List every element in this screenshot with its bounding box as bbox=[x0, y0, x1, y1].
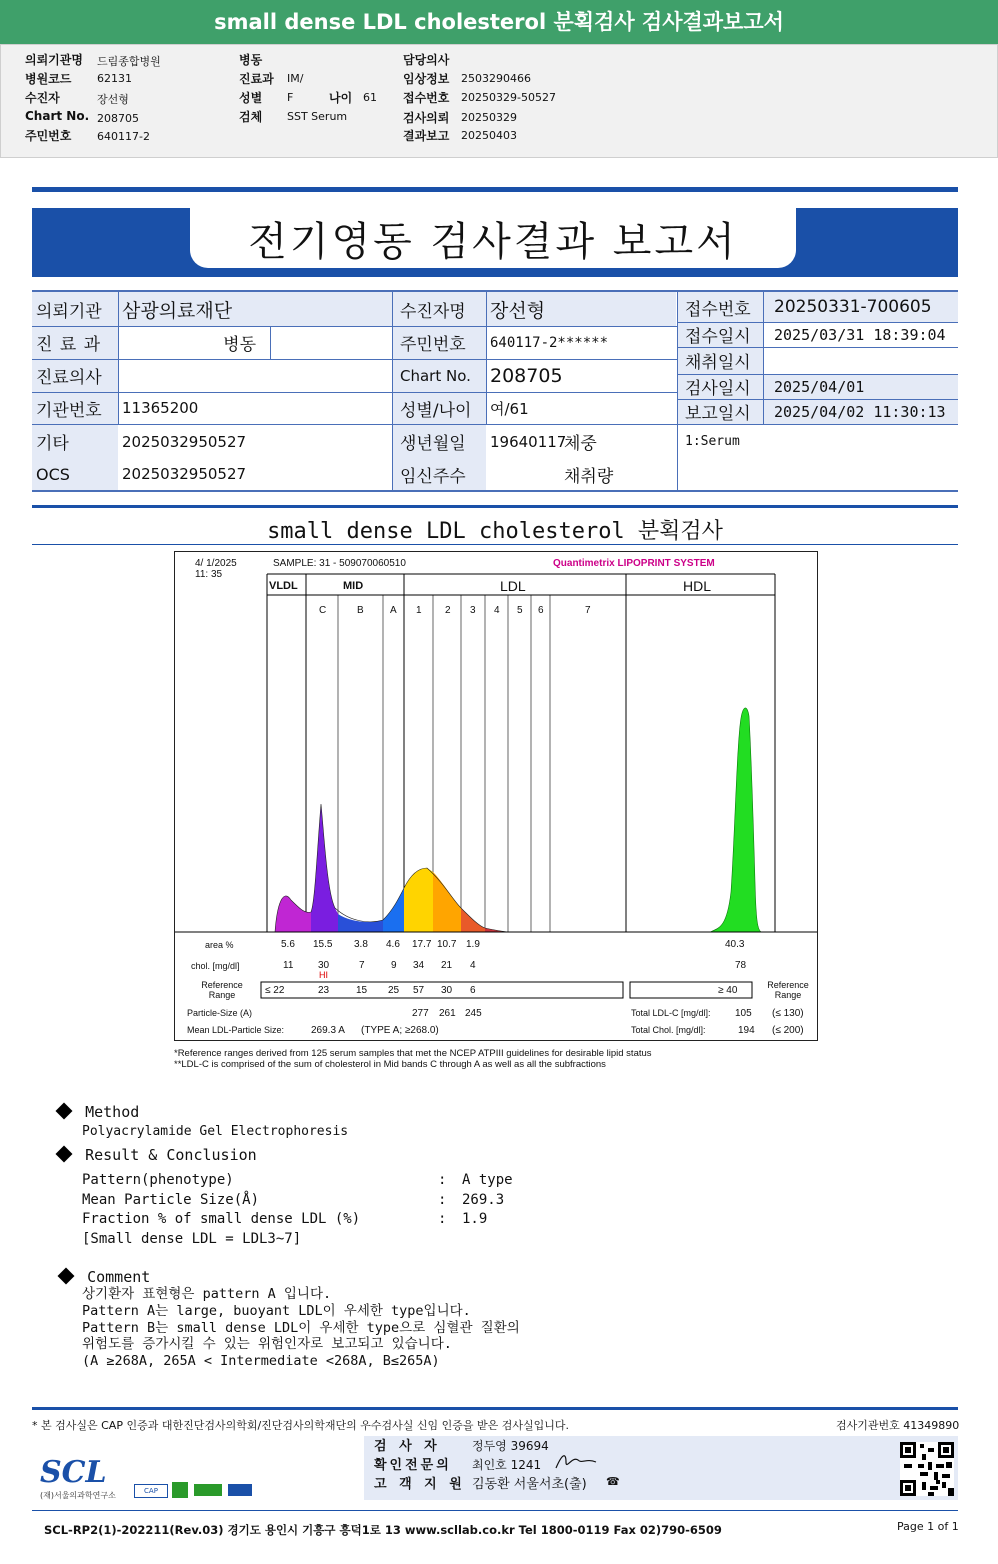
particle-ldl3: 245 bbox=[465, 1008, 482, 1019]
lipoprint-chart bbox=[174, 551, 818, 1041]
label-test-date: 검사일시 bbox=[685, 379, 751, 399]
comment-section bbox=[60, 1267, 150, 1286]
result-section bbox=[58, 1145, 257, 1164]
report-title: 전기영동 검사결과 보고서 bbox=[248, 219, 738, 265]
value-institution-no: 11365200 bbox=[122, 399, 199, 417]
label-resident-no-2: 주민번호 bbox=[400, 335, 466, 355]
band-5: 5 bbox=[517, 605, 523, 616]
comment-heading: Comment bbox=[87, 1268, 151, 1286]
method-section bbox=[58, 1102, 139, 1121]
band-7: 7 bbox=[585, 605, 591, 616]
chart-note-1: *Reference ranges derived from 125 serum samples that met the NCEP ATPIII guidelines for desirable lipid status bbox=[174, 1048, 652, 1059]
value-receipt-datetime: 2025/03/31 18:39:04 bbox=[774, 325, 946, 344]
band-a: A bbox=[390, 605, 397, 616]
value-sex-age: 여/61 bbox=[490, 399, 529, 418]
label-other: 기타 bbox=[36, 434, 69, 454]
tchol-ref: (≤ 200) bbox=[772, 1025, 804, 1036]
label-sex-age: 성별/나이 bbox=[400, 400, 472, 421]
band-6: 6 bbox=[538, 605, 544, 616]
trace-midb bbox=[338, 914, 383, 932]
ref-ldl3: 6 bbox=[470, 985, 476, 996]
trace-ldl2 bbox=[433, 872, 461, 932]
particle-ldl1: 277 bbox=[412, 1008, 429, 1019]
area-midb: 3.8 bbox=[354, 939, 368, 950]
value-test-date: 2025/04/01 bbox=[774, 377, 865, 396]
ref-label-right: Reference Range bbox=[767, 980, 809, 1000]
band-c: C bbox=[319, 605, 327, 616]
report-banner: small dense LDL cholesterol 분획검사 검사결과보고서 bbox=[0, 0, 998, 44]
label-hospital-code: 병원코드 bbox=[25, 72, 72, 86]
value-report-date: 20250403 bbox=[461, 129, 517, 142]
label-report-datetime: 보고일시 bbox=[685, 404, 751, 424]
area-vldl: 5.6 bbox=[281, 939, 295, 950]
ref-label: Reference Range bbox=[201, 980, 243, 1000]
band-4: 4 bbox=[494, 605, 500, 616]
band-1: 1 bbox=[416, 605, 422, 616]
label-collection-datetime: 채취일시 bbox=[685, 353, 751, 373]
tester-value: 정두영 39694 bbox=[472, 1439, 549, 1453]
label-age: 나이 bbox=[329, 91, 353, 105]
tester-label: 검 사 자 bbox=[374, 1439, 441, 1454]
chol-midb: 7 bbox=[359, 960, 365, 971]
chol-mida: 9 bbox=[391, 960, 397, 971]
chol-vldl: 11 bbox=[283, 960, 294, 971]
comment-line: Pattern B는 small dense LDL이 우세한 type으로 심혈관 질환의 bbox=[82, 1319, 520, 1336]
label-patient-name: 수진자명 bbox=[400, 301, 466, 322]
comment-line: 상기환자 표현형은 pattern A 입니다. bbox=[82, 1286, 332, 1302]
value-patient: 장선형 bbox=[97, 93, 129, 106]
trace-ldl1 bbox=[404, 868, 433, 932]
value-other: 2025032950527 bbox=[122, 432, 247, 451]
chol-ldl3: 4 bbox=[470, 960, 476, 971]
ref-hdl: ≥ 40 bbox=[718, 985, 738, 996]
label-doctor: 담당의사 bbox=[403, 53, 450, 67]
comment-line: Pattern A는 large, buoyant LDL이 우세한 type입니다. bbox=[82, 1302, 471, 1319]
area-label: area % bbox=[205, 940, 234, 950]
lab-number: 검사기관번호 41349890 bbox=[836, 1419, 960, 1432]
chart-time: 11: 35 bbox=[195, 569, 223, 580]
kda-logo-icon bbox=[194, 1484, 222, 1496]
label-resident-no: 주민번호 bbox=[25, 129, 72, 143]
cap-logo-icon: CAP bbox=[134, 1484, 168, 1498]
label-request-date: 검사의뢰 bbox=[403, 111, 450, 125]
particle-label: Particle-Size (A) bbox=[187, 1008, 253, 1018]
value-accession-no: 20250331-700605 bbox=[774, 297, 932, 317]
label-ward: 병동 bbox=[239, 53, 263, 67]
label-specimen: 검체 bbox=[239, 110, 263, 124]
result-value: A type bbox=[462, 1172, 513, 1188]
value-patient-name: 장선형 bbox=[490, 299, 546, 322]
section-rule-bottom bbox=[32, 544, 958, 545]
label-department-2: 진 료 과 bbox=[36, 335, 102, 355]
value-requester: 드림종합병원 bbox=[97, 55, 161, 68]
qr-code-icon bbox=[900, 1442, 954, 1496]
sign-labels bbox=[374, 1437, 466, 1494]
footer-rule bbox=[32, 1407, 958, 1410]
trace-hdl bbox=[710, 708, 761, 932]
ref-mida: 25 bbox=[388, 985, 400, 996]
value-request-date: 20250329 bbox=[461, 111, 517, 124]
group-vldl: VLDL bbox=[269, 580, 298, 592]
label-clinical-info: 임상정보 bbox=[403, 72, 450, 86]
lm-logo-icon bbox=[172, 1482, 188, 1498]
value-age: 61 bbox=[363, 91, 377, 104]
result-heading: Result & Conclusion bbox=[85, 1146, 257, 1164]
value-clinical-info: 2503290466 bbox=[461, 72, 531, 85]
label-receipt-no: 접수번호 bbox=[403, 91, 450, 105]
value-chart-no-2: 208705 bbox=[490, 364, 563, 387]
result-label: Fraction % of small dense LDL (%) bbox=[82, 1211, 361, 1227]
qr-code-svg bbox=[900, 1442, 954, 1496]
bullet-diamond-icon bbox=[58, 1268, 75, 1285]
label-patient: 수진자 bbox=[25, 91, 60, 105]
ldlc-value: 105 bbox=[735, 1008, 752, 1019]
result-value: 1.9 bbox=[462, 1211, 488, 1227]
method-heading: Method bbox=[85, 1103, 140, 1121]
result-list bbox=[82, 1171, 513, 1249]
comment-text bbox=[82, 1286, 520, 1370]
area-mida: 4.6 bbox=[386, 939, 400, 950]
label-chart-no: Chart No. bbox=[25, 109, 90, 123]
label-receipt-datetime: 접수일시 bbox=[685, 327, 751, 347]
ldlc-label: Total LDL-C [mg/dl]: bbox=[631, 1008, 711, 1018]
label-requester: 의뢰기관명 bbox=[25, 53, 83, 67]
chart-brand: Quantimetrix LIPOPRINT SYSTEM bbox=[553, 558, 715, 569]
value-resident-no-2: 640117-2****** bbox=[490, 334, 609, 351]
value-receipt-no: 20250329-50527 bbox=[461, 91, 556, 104]
lipoprint-svg bbox=[175, 552, 817, 1040]
chol-label: chol. [mg/dl] bbox=[191, 961, 240, 971]
tchol-label: Total Chol. [mg/dl]: bbox=[631, 1025, 706, 1035]
bullet-diamond-icon bbox=[56, 1103, 73, 1120]
label-department: 진료과 bbox=[239, 72, 274, 86]
group-mid: MID bbox=[343, 580, 364, 592]
label-report-date: 결과보고 bbox=[403, 129, 450, 143]
logo-subtitle: (재)서울의과학연구소 bbox=[40, 1491, 116, 1500]
chart-date: 4/ 1/2025 bbox=[195, 558, 237, 569]
value-resident-no: 640117-2 bbox=[97, 130, 150, 143]
label-institution: 의뢰기관 bbox=[36, 301, 102, 322]
result-label: Pattern(phenotype) bbox=[82, 1172, 234, 1188]
logo-text: SCL bbox=[40, 1455, 107, 1490]
label-institution-no: 기관번호 bbox=[36, 400, 102, 421]
footer-rule-bottom bbox=[32, 1510, 958, 1511]
chol-ldl2: 21 bbox=[441, 960, 453, 971]
result-row: Fraction % of small dense LDL (%) : 1.9 bbox=[82, 1210, 513, 1230]
result-note: [Small dense LDL = LDL3~7] bbox=[82, 1230, 302, 1247]
page-number: Page 1 of 1 bbox=[897, 1520, 959, 1533]
result-value: 269.3 bbox=[462, 1191, 505, 1208]
value-report-datetime: 2025/04/02 11:30:13 bbox=[774, 402, 946, 421]
label-gestation: 임신주수 bbox=[400, 466, 466, 487]
section-title: small dense LDL cholesterol 분획검사 bbox=[267, 519, 723, 544]
confirm-value: 최인호 1241 bbox=[472, 1458, 542, 1472]
label-volume: 채취량 bbox=[564, 466, 614, 487]
confirm-label: 확인전문의 bbox=[374, 1458, 452, 1473]
area-midc: 15.5 bbox=[313, 939, 333, 950]
value-birth-date: 19640117 bbox=[490, 432, 567, 451]
value-department: IM/ bbox=[287, 72, 304, 85]
chart-sample: SAMPLE: 31 - 509070060510 bbox=[273, 558, 406, 569]
value-ocs: 2025032950527 bbox=[122, 465, 247, 483]
band-3: 3 bbox=[470, 605, 476, 616]
group-hdl: HDL bbox=[683, 578, 712, 594]
ref-midc: 23 bbox=[318, 985, 330, 996]
label-birth-date: 생년월일 bbox=[400, 434, 466, 454]
comment-line: 위험도를 증가시킬 수 있는 위험인자로 보고되고 있습니다. bbox=[82, 1336, 452, 1353]
specimen-note: 1:Serum bbox=[685, 434, 740, 449]
label-accession-no: 접수번호 bbox=[685, 299, 751, 320]
value-specimen: SST Serum bbox=[287, 110, 348, 123]
support-label: 고 객 지 원 bbox=[374, 1477, 466, 1492]
footer-address: SCL-RP2(1)-202211(Rev.03) 경기도 용인시 기흥구 흥덕1로 13 www.scllab.co.kr Tel 1800-0119 Fax 02)790-6509 bbox=[44, 1523, 722, 1537]
method-text: Polyacrylamide Gel Electrophoresis bbox=[82, 1124, 349, 1139]
label-chart-no-2: Chart No. bbox=[400, 366, 471, 385]
scl-logo bbox=[40, 1455, 116, 1501]
ref-vldl: ≤ 22 bbox=[265, 985, 285, 996]
area-ldl3: 1.9 bbox=[466, 939, 480, 950]
section-rule-top bbox=[32, 505, 958, 508]
phone-icon: ☎ bbox=[606, 1475, 620, 1488]
chol-hdl: 78 bbox=[735, 960, 747, 971]
mean-value: 269.3 A bbox=[311, 1025, 345, 1036]
result-label: Mean Particle Size(Å) bbox=[82, 1191, 260, 1208]
ref-ldl1: 57 bbox=[413, 985, 425, 996]
hi-flag: HI bbox=[319, 970, 328, 980]
value-chart-no: 208705 bbox=[97, 112, 139, 125]
result-row: Mean Particle Size(Å) : 269.3 bbox=[82, 1191, 513, 1211]
tchol-value: 194 bbox=[738, 1025, 755, 1036]
accreditation-logos bbox=[134, 1480, 254, 1500]
ref-midb: 15 bbox=[356, 985, 368, 996]
bullet-diamond-icon bbox=[56, 1146, 73, 1163]
chol-ldl1: 34 bbox=[413, 960, 425, 971]
support-value: 김동환 서울서초(출) bbox=[472, 1477, 587, 1492]
area-ldl1: 17.7 bbox=[412, 939, 432, 950]
label-physician: 진료의사 bbox=[36, 368, 102, 388]
label-ocs: OCS bbox=[36, 464, 70, 484]
area-hdl: 40.3 bbox=[725, 939, 745, 950]
top-rule bbox=[32, 187, 958, 192]
band-2: 2 bbox=[445, 605, 451, 616]
trace-midc bbox=[311, 804, 338, 932]
label-sex: 성별 bbox=[239, 91, 263, 105]
area-ldl2: 10.7 bbox=[437, 939, 457, 950]
value-institution: 삼광의료재단 bbox=[122, 299, 233, 322]
mean-type: (TYPE A; ≥268.0) bbox=[361, 1025, 439, 1036]
comment-line: (A ≥268A, 265A < Intermediate <268A, B≤265A) bbox=[82, 1353, 440, 1370]
ref-ldl2: 30 bbox=[441, 985, 453, 996]
patient-info-box bbox=[0, 44, 998, 158]
chart-notes bbox=[174, 1048, 652, 1070]
cert-statement: * 본 검사실은 CAP 인증과 대한진단검사의학회/진단검사의학재단의 우수검사실 신임 인증을 받은 검사실입니다. bbox=[32, 1419, 570, 1432]
ldlc-ref: (≤ 130) bbox=[772, 1008, 804, 1019]
band-b: B bbox=[357, 605, 364, 616]
particle-ldl2: 261 bbox=[439, 1008, 456, 1019]
result-row: Pattern(phenotype) : A type bbox=[82, 1171, 513, 1191]
label-weight: 체중 bbox=[564, 434, 597, 454]
value-hospital-code: 62131 bbox=[97, 72, 132, 85]
value-ward: 병동 bbox=[223, 335, 256, 355]
group-ldl: LDL bbox=[500, 578, 526, 594]
nrs-logo-icon bbox=[228, 1484, 252, 1496]
chart-note-2: **LDL-C is comprised of the sum of cholesterol in Mid bands C through A as well as all the subfractions bbox=[174, 1059, 606, 1070]
mean-label: Mean LDL-Particle Size: bbox=[187, 1025, 285, 1035]
signature-icon bbox=[552, 1450, 600, 1474]
chol-midc: 30 bbox=[318, 960, 330, 971]
value-sex: F bbox=[287, 91, 294, 104]
